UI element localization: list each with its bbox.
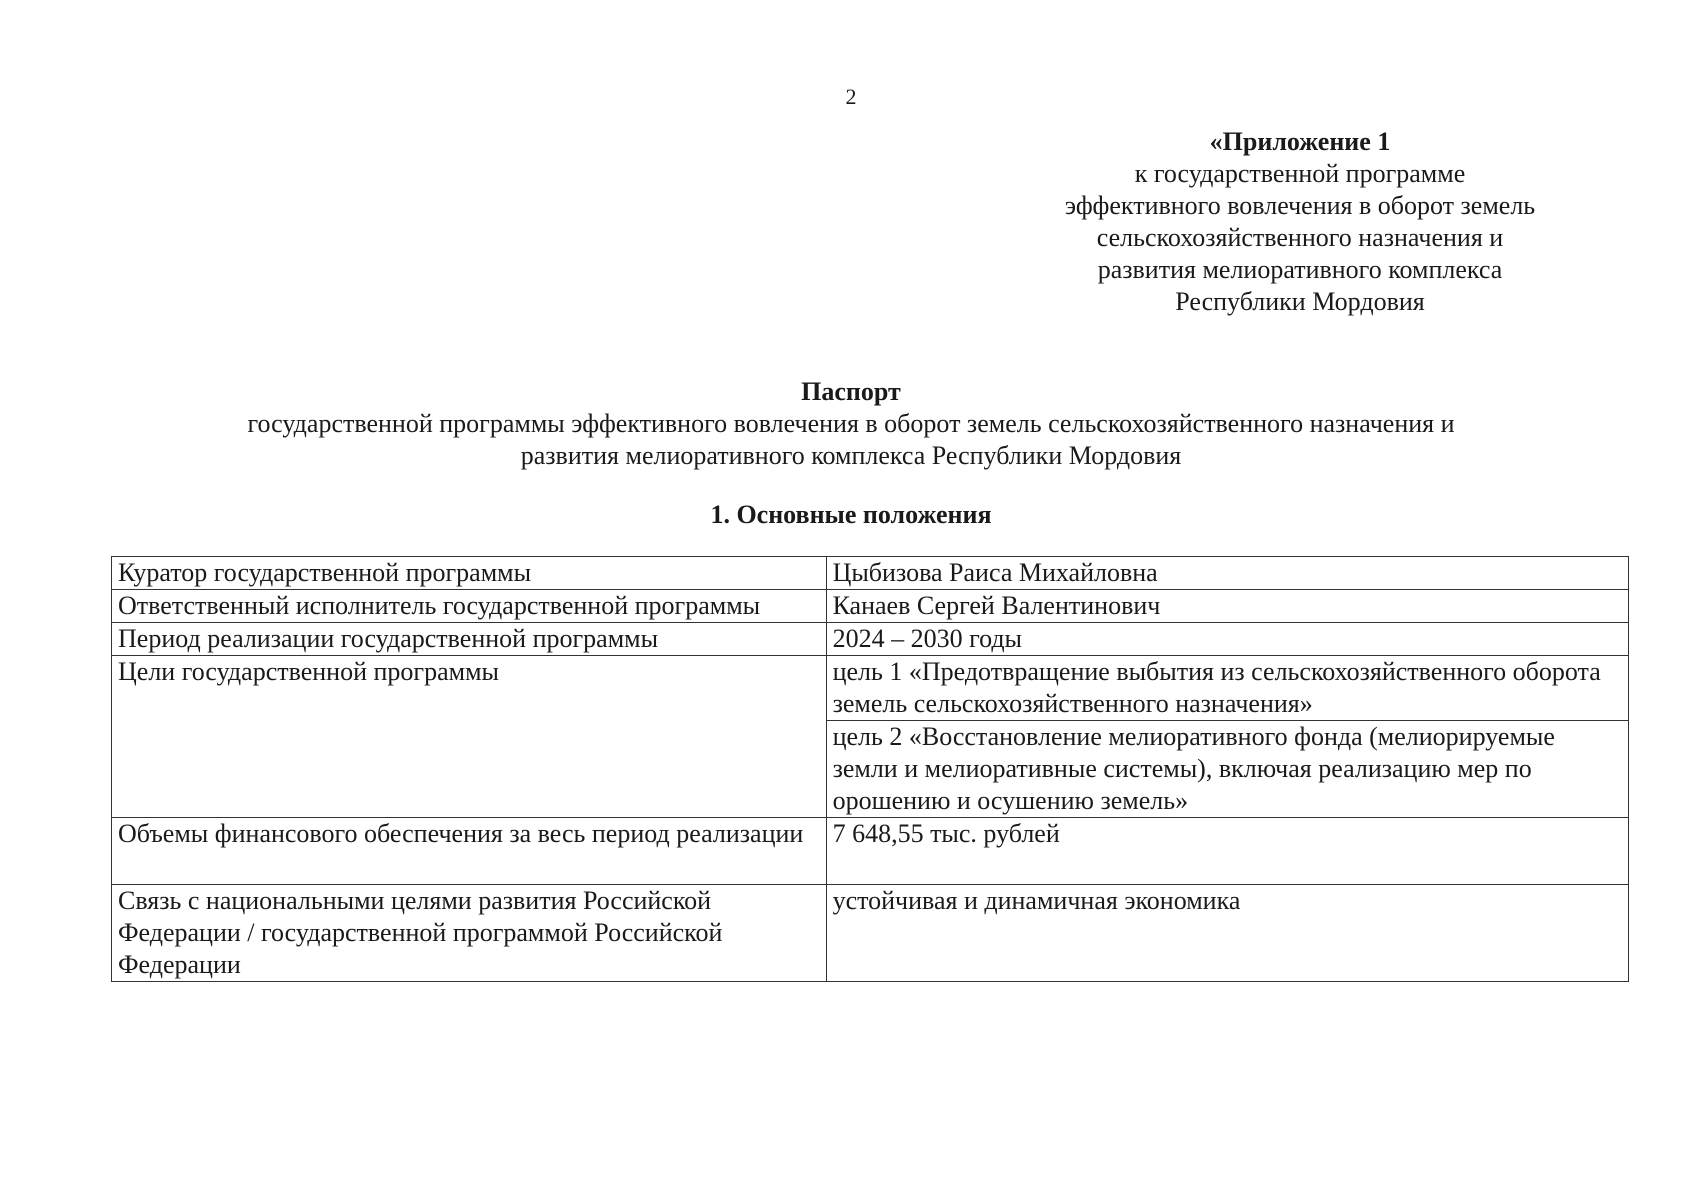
passport-subtitle-line: развития мелиоративного комплекса Республики Мордовия — [520, 441, 1182, 470]
appendix-line: к государственной программе — [1134, 159, 1466, 188]
appendix-title: «Приложение 1 — [1209, 127, 1391, 156]
table-row — [112, 885, 1629, 982]
curator-value: Цыбизова Раиса Михайловна — [826, 557, 1628, 590]
funding-value: 7 648,55 тыс. рублей — [826, 818, 1628, 885]
period-value: 2024 – 2030 годы — [826, 623, 1628, 656]
table-row — [112, 590, 1629, 623]
appendix-line: Республики Мордовия — [1175, 287, 1425, 316]
national-goals-link-value: устойчивая и динамичная экономика — [826, 885, 1628, 982]
goal-1: цель 1 «Предотвращение выбытия из сельскохозяйственного оборота земель сельскохозяйственного назначения» — [826, 656, 1628, 721]
executor-label: Ответственный исполнитель государственной программы — [112, 590, 827, 623]
appendix-block — [1020, 126, 1580, 318]
funding-label: Объемы финансового обеспечения за весь период реализации — [112, 818, 827, 885]
goals-label: Цели государственной программы — [112, 656, 827, 818]
curator-label: Куратор государственной программы — [112, 557, 827, 590]
period-label: Период реализации государственной программы — [112, 623, 827, 656]
goal-2: цель 2 «Восстановление мелиоративного фонда (мелиорируемые земли и мелиоративные системы), включая реализацию мер по орошению и осушению земель» — [826, 721, 1628, 818]
national-goals-link-label: Связь с национальными целями развития Российской Федерации / государственной программой Российской Федерации — [112, 885, 827, 982]
passport-header — [0, 376, 1702, 472]
passport-subtitle-line: государственной программы эффективного вовлечения в оборот земель сельскохозяйственного назначения и — [247, 409, 1455, 438]
appendix-line: развития мелиоративного комплекса — [1097, 255, 1503, 284]
section-heading: 1. Основные положения — [710, 500, 992, 529]
passport-title: Паспорт — [801, 377, 901, 406]
table-row — [112, 623, 1629, 656]
appendix-line: эффективного вовлечения в оборот земель — [1064, 191, 1536, 220]
appendix-line: сельскохозяйственного назначения и — [1096, 223, 1504, 252]
executor-value: Канаев Сергей Валентинович — [826, 590, 1628, 623]
table-row — [112, 557, 1629, 590]
table-row — [112, 656, 1629, 721]
main-provisions-table — [111, 556, 1629, 982]
table-row — [112, 818, 1629, 885]
page-number: 2 — [845, 84, 857, 109]
